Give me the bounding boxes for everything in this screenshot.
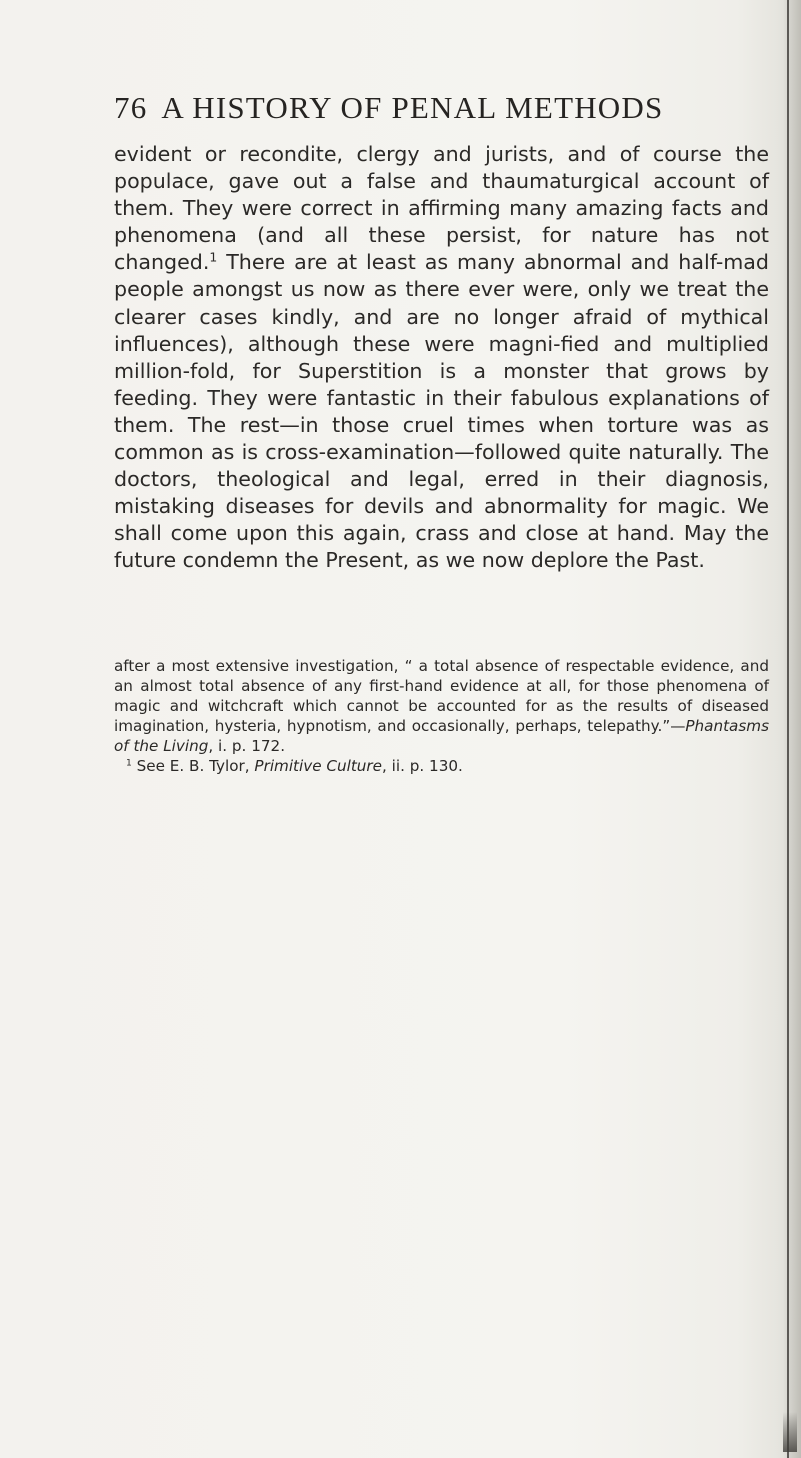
footnote-continued [114, 657, 769, 757]
body-text-part-2: There are at least as many abnormal and half-mad people amongst us now as there ever were, only we treat the clearer cases kindly, and are no longer afraid of mythical influences), although these were magni-fied and multiplied million-fold, for Superstition is a monster that grows by feeding. They were fantastic in their fabulous explanations of them. The rest—in those cruel times when torture was as common as is cross-examination—followed quite naturally. The doctors, theological and legal, erred in their diagnosis, mistaking diseases for devils and abnormality for magic. We shall come upon this again, crass and close at hand. May the future condemn the Present, as we now deplore the Past. [114, 250, 769, 573]
page-edge-shadow [783, 0, 801, 1458]
footnote-1-marker: 1 [126, 758, 132, 769]
footnotes [114, 657, 769, 776]
page-corner-shadow [783, 1412, 797, 1452]
body-paragraph [114, 141, 769, 575]
footnote-reference-1: 1 [209, 250, 218, 265]
footnote-1 [114, 757, 769, 777]
footnote-1-title: Primitive Culture [254, 756, 383, 775]
footnote-continued-text: after a most extensive investigation, “ a total absence of respectable evidence, and an almost total absence of any first-hand evidence at all, for those phenomena of magic and witchcraft which cannot be accounted for as the results of diseased imagination, hysteria, hypnotism, and occasionally, perhaps, telepathy.”— [114, 657, 769, 735]
body-text-part-1: evident or recondite, clergy and jurists, and of course the populace, gave out a false and thaumaturgical account of them. They were correct in affirming many amazing facts and phenomena (and all these persist, for nature has not changed. [114, 142, 769, 275]
page-edge-line [787, 0, 789, 1458]
running-head [114, 90, 754, 126]
page-number: 76 [114, 90, 148, 125]
footnote-continued-citation: , i. p. 172. [208, 736, 286, 755]
footnote-1-citation: , ii. p. 130. [382, 756, 463, 775]
footnote-continued-title: Phantasms of the Living [114, 716, 769, 755]
main-text [114, 141, 769, 575]
running-title: A HISTORY OF PENAL METHODS [161, 90, 664, 125]
footnote-1-text: See E. B. Tylor, [131, 756, 255, 775]
